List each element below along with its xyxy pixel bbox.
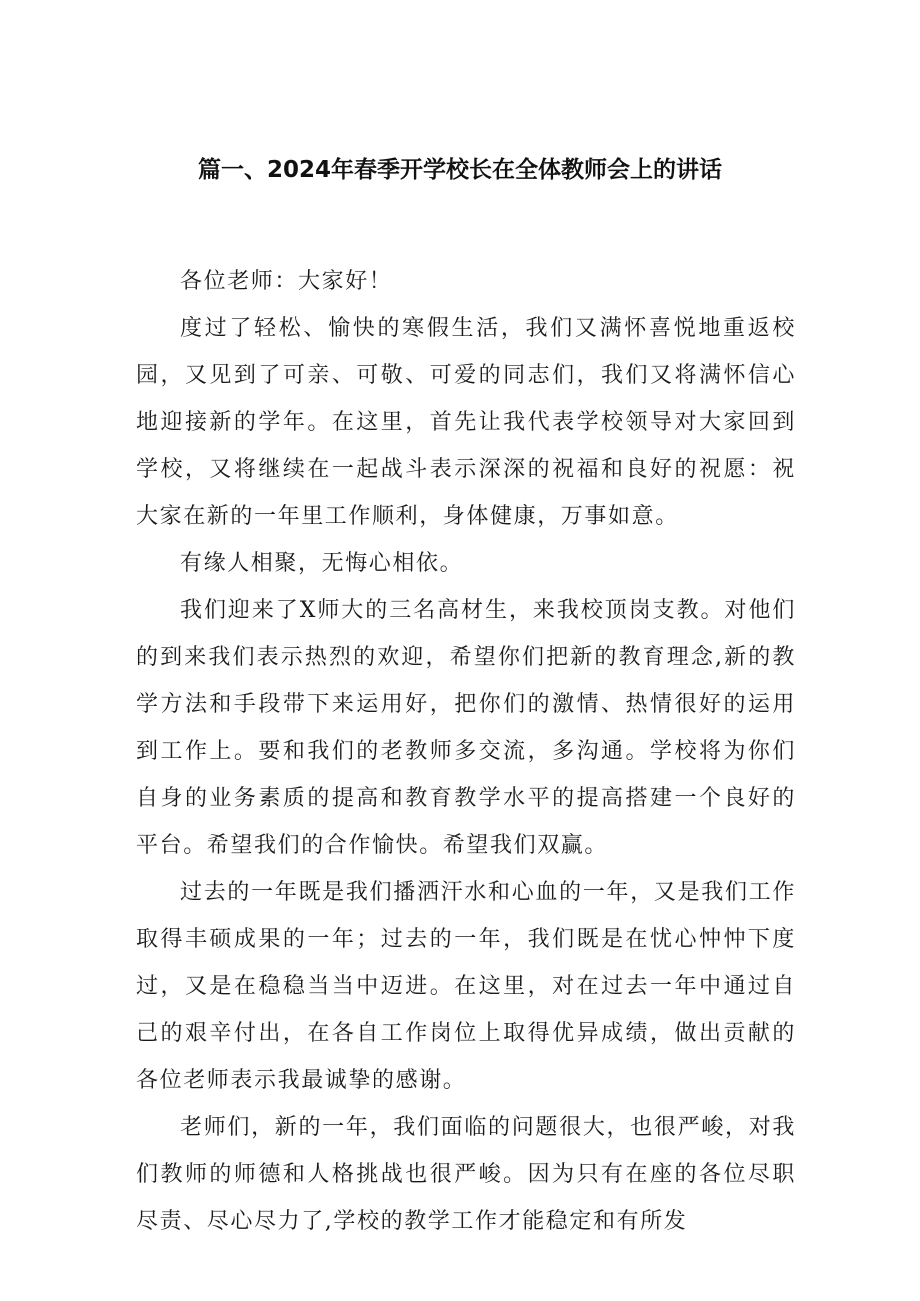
- paragraph: 老师们，新的一年，我们面临的问题很大，也很严峻，对我们教师的师德和人格挑战也很严峻。因为只有在座的各位尽职尽责、尽心尽力了,学校的教学工作才能稳定和有所发: [136, 1115, 796, 1234]
- paragraph: 我们迎来了X师大的三名高材生，来我校顶岗支教。对他们的到来我们表示热烈的欢迎，希望你们把新的教育理念,新的教学方法和手段带下来运用好，把你们的激情、热情很好的运用到工作上。要和我们的老教师多交流，多沟通。学校将为你们自身的业务素质的提高和教育教学水平的提高搭建一个良好的平台。希望我们的合作愉快。希望我们双赢。: [136, 598, 796, 858]
- paragraph-greeting: 各位老师：大家好！: [180, 269, 393, 294]
- paragraph: 过去的一年既是我们播洒汗水和心血的一年，又是我们工作取得丰硕成果的一年；过去的一年，我们既是在忧心忡忡下度过，又是在稳稳当当中迈进。在这里，对在过去一年中通过自己的艰辛付出，在各自工作岗位上取得优异成绩，做出贡献的各位老师表示我最诚挚的感谢。: [136, 880, 796, 1093]
- paragraph: 度过了轻松、愉快的寒假生活，我们又满怀喜悦地重返校园，又见到了可亲、可敬、可爱的同志们，我们又将满怀信心地迎接新的学年。在这里，首先让我代表学校领导对大家回到学校，又将继续在一起战斗表示深深的祝福和良好的祝愿：祝大家在新的一年里工作顺利，身体健康，万事如意。: [136, 316, 796, 529]
- document-body: [136, 258, 796, 1245]
- document-title: 篇一、2024年春季开学校长在全体教师会上的讲话: [197, 157, 722, 183]
- paragraph: 有缘人相聚，无悔心相依。: [180, 551, 464, 576]
